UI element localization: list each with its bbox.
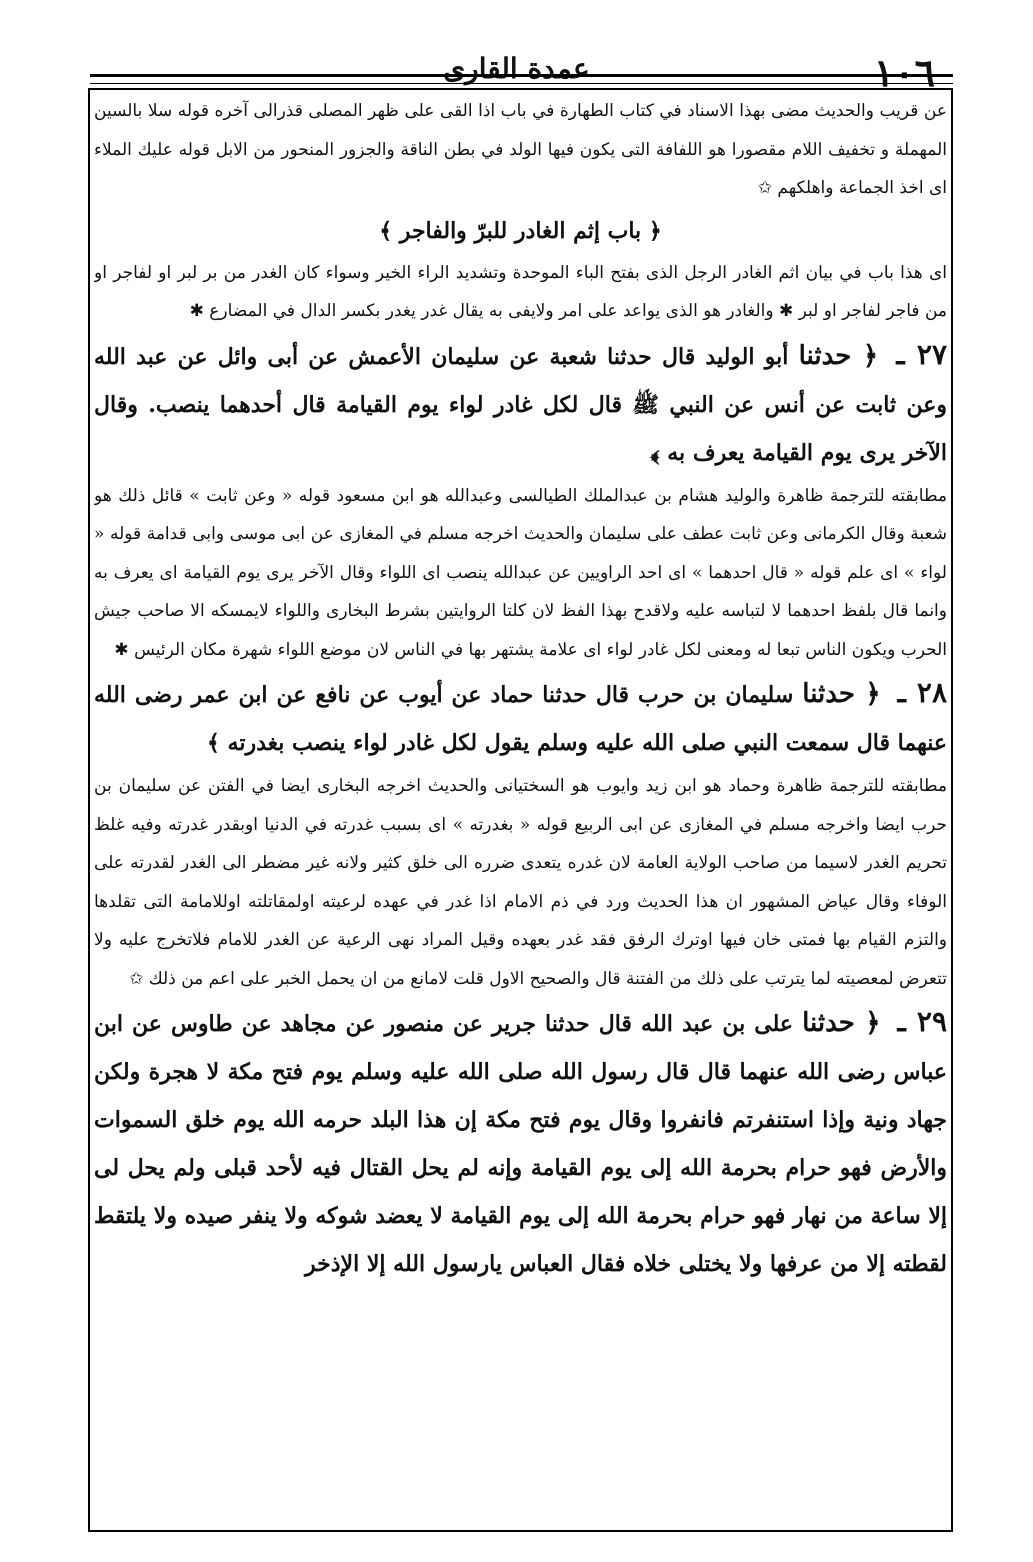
commentary-paragraph: عن قريب والحديث مضى بهذا الاسناد في كتاب الطهارة في باب اذا القى على ظهر المصلى قذرالى آخره قوله سلا بالسين المهملة و تخفيف اللام مقصورا هو اللفافة التى يكون فيها الولد في بطن الناقة والجزور المنحور من الابل قوله عليك الملاء اى اخذ الجماعة واهلكهم ✩ xyxy=(94,101,947,198)
hadith-body: سليمان بن حرب قال حدثنا حماد عن أيوب عن نافع عن ابن عمر رضى الله عنهما قال سمعت النبي صلى الله عليه وسلم يقول لكل غادر لواء ينصب بغدرته ﴾ xyxy=(94,682,947,756)
page-body xyxy=(94,92,947,1528)
hadith-text xyxy=(94,331,947,477)
chapter-heading: ﴿ باب إثم الغادر للبرّ والفاجر ﴾ xyxy=(379,217,662,244)
running-title: عمدة القارى xyxy=(443,52,590,85)
hadith-text xyxy=(94,669,947,767)
hadith-body: على بن عبد الله قال حدثنا جرير عن منصور عن مجاهد عن طاوس عن ابن عباس رضى الله عنهما قال قال رسول الله صلى الله عليه وسلم يوم فتح مكة لا هجرة ولكن جهاد ونية وإذا استنفرتم فانفروا وقال يوم فتح مكة إن هذا البلد حرمه الله يوم خلق السموات والأرض فهو حرام بحرمة الله إلى يوم القيامة وإنه لم يحل القتال فيه لأحد قبلى ولم يحل لى إلا ساعة من نهار فهو حرام بحرمة الله إلى يوم القيامة لا يعضد شوكه ولا ينفر صيده ولا يلتقط لقطته إلا من عرفها ولا يختلى خلاه فقال العباس يارسول الله إلا الإذخر xyxy=(94,1011,947,1277)
hadith-number: ٢٧ ـ xyxy=(896,337,947,371)
commentary-paragraph: مطابقته للترجمة ظاهرة وحماد هو ابن زيد وايوب هو السختيانى والحديث اخرجه البخارى ايضا في الفتن عن سليمان بن حرب ايضا واخرجه مسلم في المغازى عن ابى الربيع قوله « بغدرته » اى بسبب غدرته في الدنيا اوبقدر غدرته وفيه غلظ تحريم الغدر لاسيما من صاحب الولاية العامة لان غدره يتعدى ضرره الى خلق كثير ولانه غير مضطر الى الغدر لقدرته على الوفاء وقال عياض المشهور ان هذا الحديث ورد في ذم الامام اذا غدر في عهده لرعيته اولمقاتلته اوللامامة التى تقلدها والتزم القيام بها فمتى خان فيها اوترك الرفق فقد غدر بعهده وقيل المراد نهى الرعية عن الغدر للامام فلاتخرج عليه ولا تتعرض لمعصيته لما يترتب على ذلك من الفتنة قال والصحيح الاول قلت لامانع من ان يحمل الخبر على اعم من ذلك ✩ xyxy=(94,776,947,989)
hadith-lead: ﴿ حدثنا xyxy=(798,340,879,371)
commentary-paragraph: مطابقته للترجمة ظاهرة والوليد هشام بن عبدالملك الطيالسى وعبدالله هو ابن مسعود قوله « وعن ثابت » قائل ذلك هو شعبة وقال الكرمانى وعن ثابت عطف على سليمان والحديث اخرجه مسلم في المغازى عن ابى موسى وابى قدامة قوله « لواء » اى علم قوله « قال احدهما » اى احد الراويين عن عبدالله ينصب اى اللواء وقال الآخر يرى يوم القيامة اى يعرف به وانما قال بلفظ احدهما لا لتباسه عليه ولاقدح بهذا الفظ لان كلتا الروايتين بشرط البخارى واللواء لايمسكه الا صاحب جيش الحرب ويكون الناس تبعا له ومعنى لكل غادر لواء اى علامة يشتهر بها في الناس لان موضع اللواء شهرة مكان الرئيس ✱ xyxy=(94,485,947,660)
commentary-paragraph: اى هذا باب في بيان اثم الغادر الرجل الذى بفتح الباء الموحدة وتشديد الراء الخير وسواء كان الغدر من بر لبر او لفاجر او من فاجر لفاجر او لبر ✱ والغادر هو الذى يواعد على امر ولايفى به يقال غدر يغدر بكسر الدال في المضارع ✱ xyxy=(94,262,947,321)
hadith-text xyxy=(94,998,947,1288)
header-rule xyxy=(90,74,953,84)
hadith-number: ٢٨ ـ xyxy=(897,676,947,709)
hadith-body: أبو الوليد قال حدثنا شعبة عن سليمان الأعمش عن أبى وائل عن عبد الله وعن ثابت عن أنس عن النبي ﷺ قال لكل غادر لواء يوم القيامة قال أحدهما ينصب. وقال الآخر يرى يوم القيامة يعرف به ﴾ xyxy=(94,343,947,466)
hadith-number: ٢٩ ـ xyxy=(897,1005,947,1038)
hadith-lead: ﴿ حدثنا xyxy=(802,679,881,709)
hadith-lead: ﴿ حدثنا xyxy=(802,1008,881,1038)
page-number: ١٠٦ xyxy=(873,50,935,95)
